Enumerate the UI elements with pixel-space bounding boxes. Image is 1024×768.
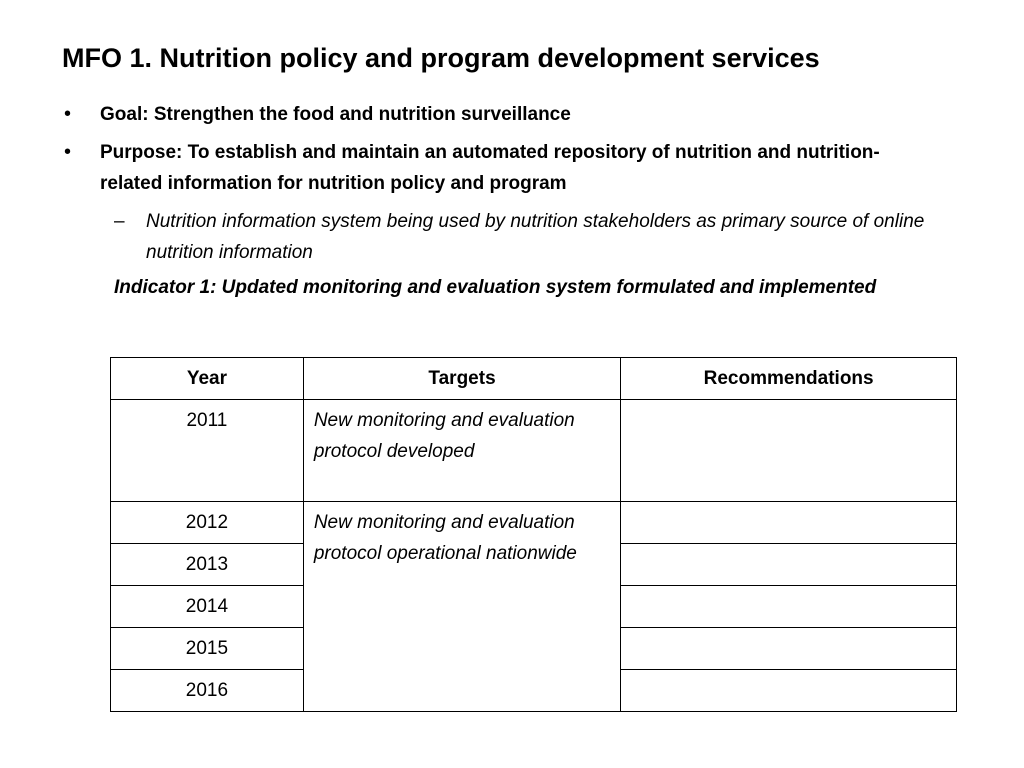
- table-row: [111, 400, 957, 502]
- target-cell: New monitoring and evaluation protocol operational nationwide: [303, 502, 620, 712]
- sub-bullet-text: Nutrition information system being used by nutrition stakeholders as primary source of online nutrition information: [146, 211, 925, 263]
- sub-bullet: [114, 206, 962, 268]
- year-cell: 2012: [111, 502, 304, 544]
- header-targets: Targets: [303, 358, 620, 400]
- bullet-purpose: [62, 137, 962, 199]
- recommendation-cell: [621, 670, 957, 712]
- year-cell: 2013: [111, 544, 304, 586]
- slide-title: MFO 1. Nutrition policy and program development services: [62, 43, 820, 73]
- year-cell: 2011: [111, 400, 304, 502]
- sub-bullet-marker: –: [114, 211, 125, 232]
- year-cell: 2014: [111, 586, 304, 628]
- purpose-text: Purpose: To establish and maintain an automated repository of nutrition and nutrition-related information for nutrition policy and program: [100, 142, 880, 194]
- header-recommendations: Recommendations: [621, 358, 957, 400]
- recommendation-cell: [621, 544, 957, 586]
- recommendation-cell: [621, 586, 957, 628]
- bullet-list: [62, 99, 962, 303]
- header-year: Year: [111, 358, 304, 400]
- indicator-text: Indicator 1: Updated monitoring and evaluation system formulated and implemented: [114, 277, 877, 298]
- target-cell: New monitoring and evaluation protocol developed: [303, 400, 620, 502]
- targets-table: [110, 357, 957, 712]
- year-cell: 2015: [111, 628, 304, 670]
- recommendation-cell: [621, 628, 957, 670]
- bullet-marker: •: [64, 141, 72, 163]
- goal-text: Goal: Strengthen the food and nutrition surveillance: [100, 104, 571, 125]
- bullet-marker: •: [64, 103, 72, 125]
- table-header-row: [111, 358, 957, 400]
- table-row: [111, 502, 957, 544]
- recommendation-cell: [621, 502, 957, 544]
- year-cell: 2016: [111, 670, 304, 712]
- bullet-goal: [62, 99, 962, 130]
- recommendation-cell: [621, 400, 957, 502]
